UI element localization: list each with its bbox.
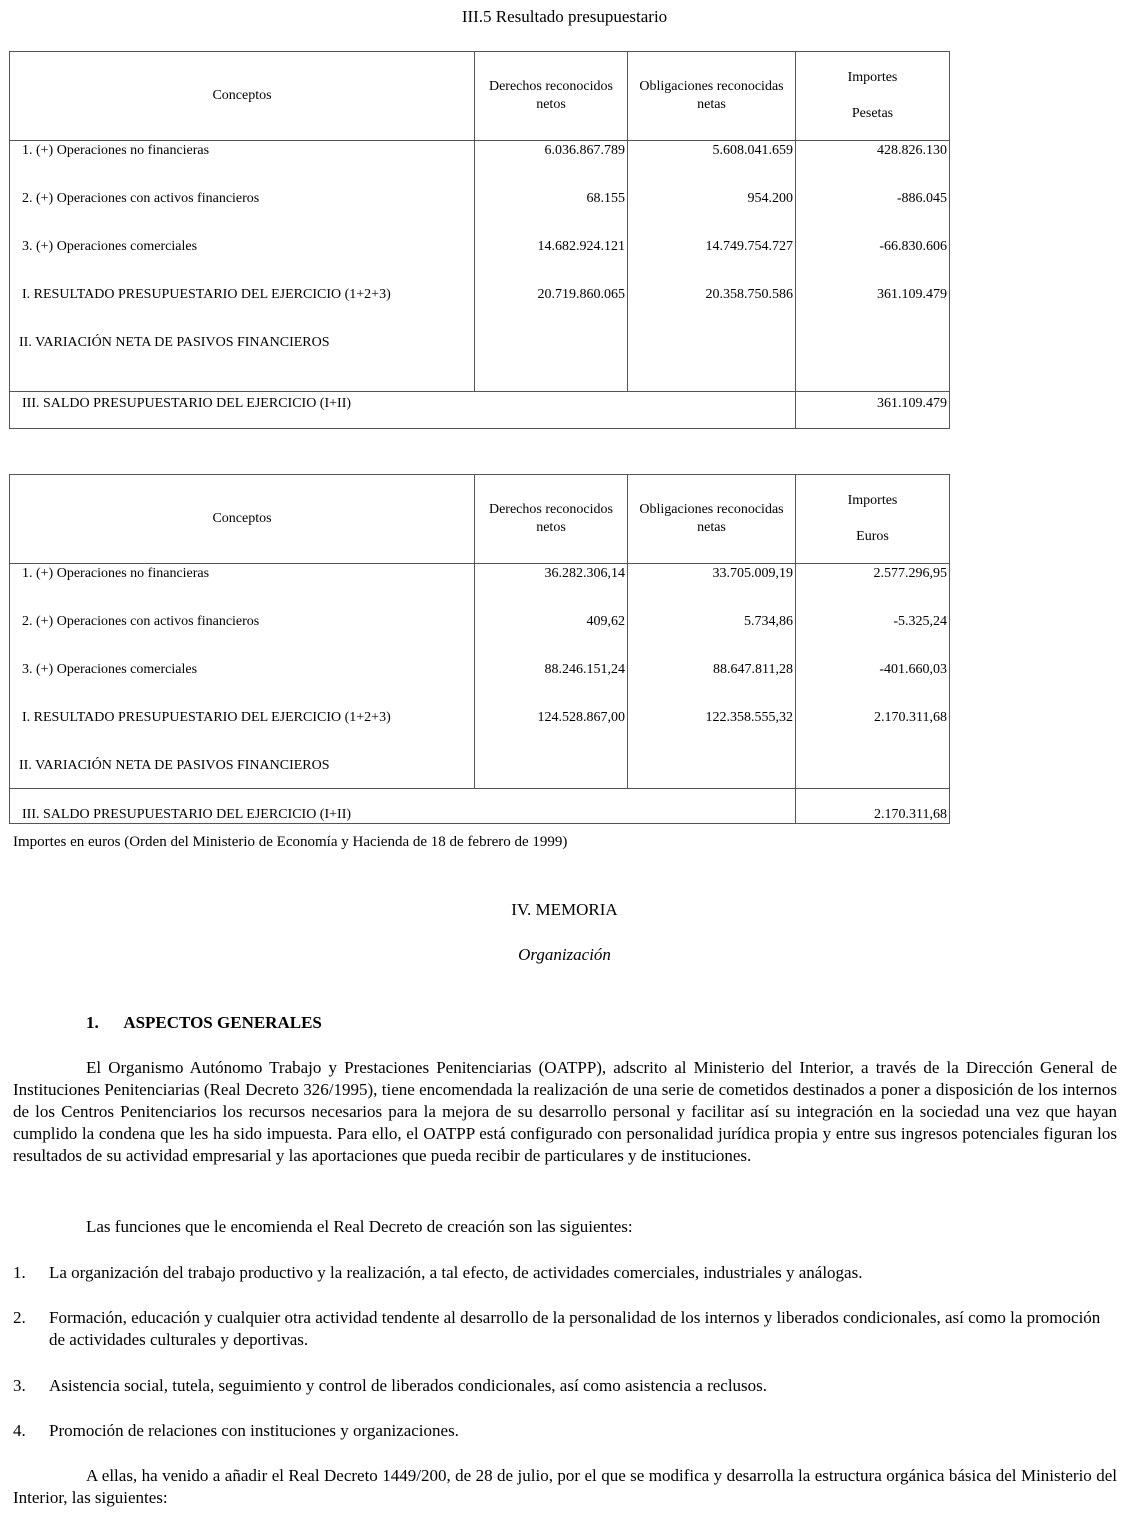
row-amount: 2.577.296,95	[796, 564, 950, 613]
section-number: 1.	[86, 1013, 99, 1032]
header-obligations: Obligaciones reconocidas netas	[628, 475, 796, 564]
total-label: III. SALDO PRESUPUESTARIO DEL EJERCICIO (I+II)	[10, 392, 796, 429]
table-row	[10, 237, 950, 285]
table-row	[10, 708, 950, 756]
list-item-number: 1.	[13, 1263, 26, 1282]
row-amount	[796, 333, 950, 392]
row-rights: 6.036.867.789	[475, 141, 628, 190]
table-header-row	[10, 52, 950, 141]
row-rights: 409,62	[475, 612, 628, 660]
list-item-text: La organización del trabajo productivo y la realización, a tal efecto, de actividades comerciales, industriales y análogas.	[49, 1263, 863, 1282]
row-rights: 20.719.860.065	[475, 285, 628, 333]
row-rights: 124.528.867,00	[475, 708, 628, 756]
list-item-text: Promoción de relaciones con instituciones y organizaciones.	[49, 1421, 459, 1440]
header-amounts	[796, 475, 950, 564]
row-obligations: 122.358.555,32	[628, 708, 796, 756]
euro-note: Importes en euros (Orden del Ministerio de Economía y Hacienda de 18 de febrero de 1999)	[13, 834, 568, 850]
row-label: 1. (+) Operaciones no financieras	[10, 564, 475, 613]
list-item	[13, 1307, 1117, 1351]
row-label: 1. (+) Operaciones no financieras	[10, 141, 475, 190]
header-amounts	[796, 52, 950, 141]
table-row	[10, 660, 950, 708]
row-rights	[475, 756, 628, 789]
row-obligations: 954.200	[628, 189, 796, 237]
table-row	[10, 333, 950, 392]
row-obligations: 20.358.750.586	[628, 285, 796, 333]
row-amount: -401.660,03	[796, 660, 950, 708]
budget-table-euros	[9, 474, 950, 824]
row-rights: 36.282.306,14	[475, 564, 628, 613]
row-label: I. RESULTADO PRESUPUESTARIO DEL EJERCICIO (1+2+3)	[10, 285, 475, 333]
paragraph-3: A ellas, ha venido a añadir el Real Decreto 1449/200, de 28 de julio, por el que se modifica y desarrolla la estructura orgánica básica del Ministerio del Interior, las siguientes:	[13, 1466, 1117, 1507]
total-label: III. SALDO PRESUPUESTARIO DEL EJERCICIO (I+II)	[10, 789, 796, 824]
row-amount: 2.170.311,68	[796, 708, 950, 756]
table-row	[10, 141, 950, 190]
section-heading-text: ASPECTOS GENERALES	[123, 1013, 322, 1032]
table-row	[10, 285, 950, 333]
section-title: III.5 Resultado presupuestario	[461, 7, 668, 26]
list-item	[13, 1420, 1117, 1442]
row-label: II. VARIACIÓN NETA DE PASIVOS FINANCIEROS	[10, 756, 475, 789]
header-rights: Derechos reconocidos netos	[475, 475, 628, 564]
row-obligations: 33.705.009,19	[628, 564, 796, 613]
row-amount: -886.045	[796, 189, 950, 237]
total-row	[10, 392, 950, 429]
table-row	[10, 564, 950, 613]
table-row	[10, 756, 950, 789]
row-label: 3. (+) Operaciones comerciales	[10, 237, 475, 285]
total-amount: 361.109.479	[796, 392, 950, 429]
table-row	[10, 612, 950, 660]
row-label: 2. (+) Operaciones con activos financieros	[10, 189, 475, 237]
header-amounts-label: Importes	[847, 493, 898, 508]
row-label: II. VARIACIÓN NETA DE PASIVOS FINANCIEROS	[10, 333, 475, 392]
row-obligations: 5.608.041.659	[628, 141, 796, 190]
list-item-text: Formación, educación y cualquier otra actividad tendente al desarrollo de la personalidad de los internos y liberados condicionales, así como la promoción de actividades culturales y deportivas.	[49, 1308, 1101, 1349]
list-item-number: 4.	[13, 1421, 26, 1440]
header-currency: Pesetas	[851, 106, 894, 121]
header-concepts: Conceptos	[10, 52, 475, 141]
section-heading	[86, 1013, 322, 1033]
row-amount: 361.109.479	[796, 285, 950, 333]
list-item-number: 3.	[13, 1376, 26, 1395]
row-amount: -66.830.606	[796, 237, 950, 285]
header-amounts-label: Importes	[847, 70, 898, 85]
row-obligations: 14.749.754.727	[628, 237, 796, 285]
row-rights	[475, 333, 628, 392]
list-item	[13, 1262, 1117, 1284]
list-item-text: Asistencia social, tutela, seguimiento y control de liberados condicionales, así como asistencia a reclusos.	[49, 1376, 768, 1395]
list-item-number: 2.	[13, 1308, 26, 1327]
header-currency: Euros	[856, 529, 889, 544]
row-obligations	[628, 333, 796, 392]
paragraph-2: Las funciones que le encomienda el Real Decreto de creación son las siguientes:	[86, 1217, 633, 1236]
row-amount: -5.325,24	[796, 612, 950, 660]
row-amount	[796, 756, 950, 789]
total-amount: 2.170.311,68	[796, 789, 950, 824]
header-obligations: Obligaciones reconocidas netas	[628, 52, 796, 141]
paragraph-1: El Organismo Autónomo Trabajo y Prestaciones Penitenciarias (OATPP), adscrito al Ministerio del Interior, a través de la Dirección General de Instituciones Penitenciarias (Real Decreto 326/1995), tiene encomendada la realización de una serie de cometidos destinados a poner a disposición de los internos de los Centros Penitenciarios los recursos necesarios para la mejora de su desarrollo personal y facilitar así su integración en la sociedad una vez que hayan cumplido la condena que les ha sido impuesta. Para ello, el OATPP está configurado con personalidad jurídica propia y entre sus ingresos potenciales figuran los resultados de su actividad empresarial y las aportaciones que pueda recibir de particulares y de instituciones.	[13, 1058, 1117, 1165]
budget-table-pesetas	[9, 51, 950, 429]
row-label: 3. (+) Operaciones comerciales	[10, 660, 475, 708]
total-row	[10, 789, 950, 824]
row-obligations: 88.647.811,28	[628, 660, 796, 708]
row-obligations: 5.734,86	[628, 612, 796, 660]
header-rights: Derechos reconocidos netos	[475, 52, 628, 141]
row-rights: 14.682.924.121	[475, 237, 628, 285]
table-header-row	[10, 475, 950, 564]
table-row	[10, 189, 950, 237]
row-label: 2. (+) Operaciones con activos financieros	[10, 612, 475, 660]
row-rights: 68.155	[475, 189, 628, 237]
list-item	[13, 1375, 1117, 1397]
memoria-title: IV. MEMORIA	[511, 900, 618, 919]
header-concepts: Conceptos	[10, 475, 475, 564]
row-label: I. RESULTADO PRESUPUESTARIO DEL EJERCICIO (1+2+3)	[10, 708, 475, 756]
memoria-subtitle: Organización	[518, 945, 611, 964]
row-amount: 428.826.130	[796, 141, 950, 190]
row-rights: 88.246.151,24	[475, 660, 628, 708]
row-obligations	[628, 756, 796, 789]
